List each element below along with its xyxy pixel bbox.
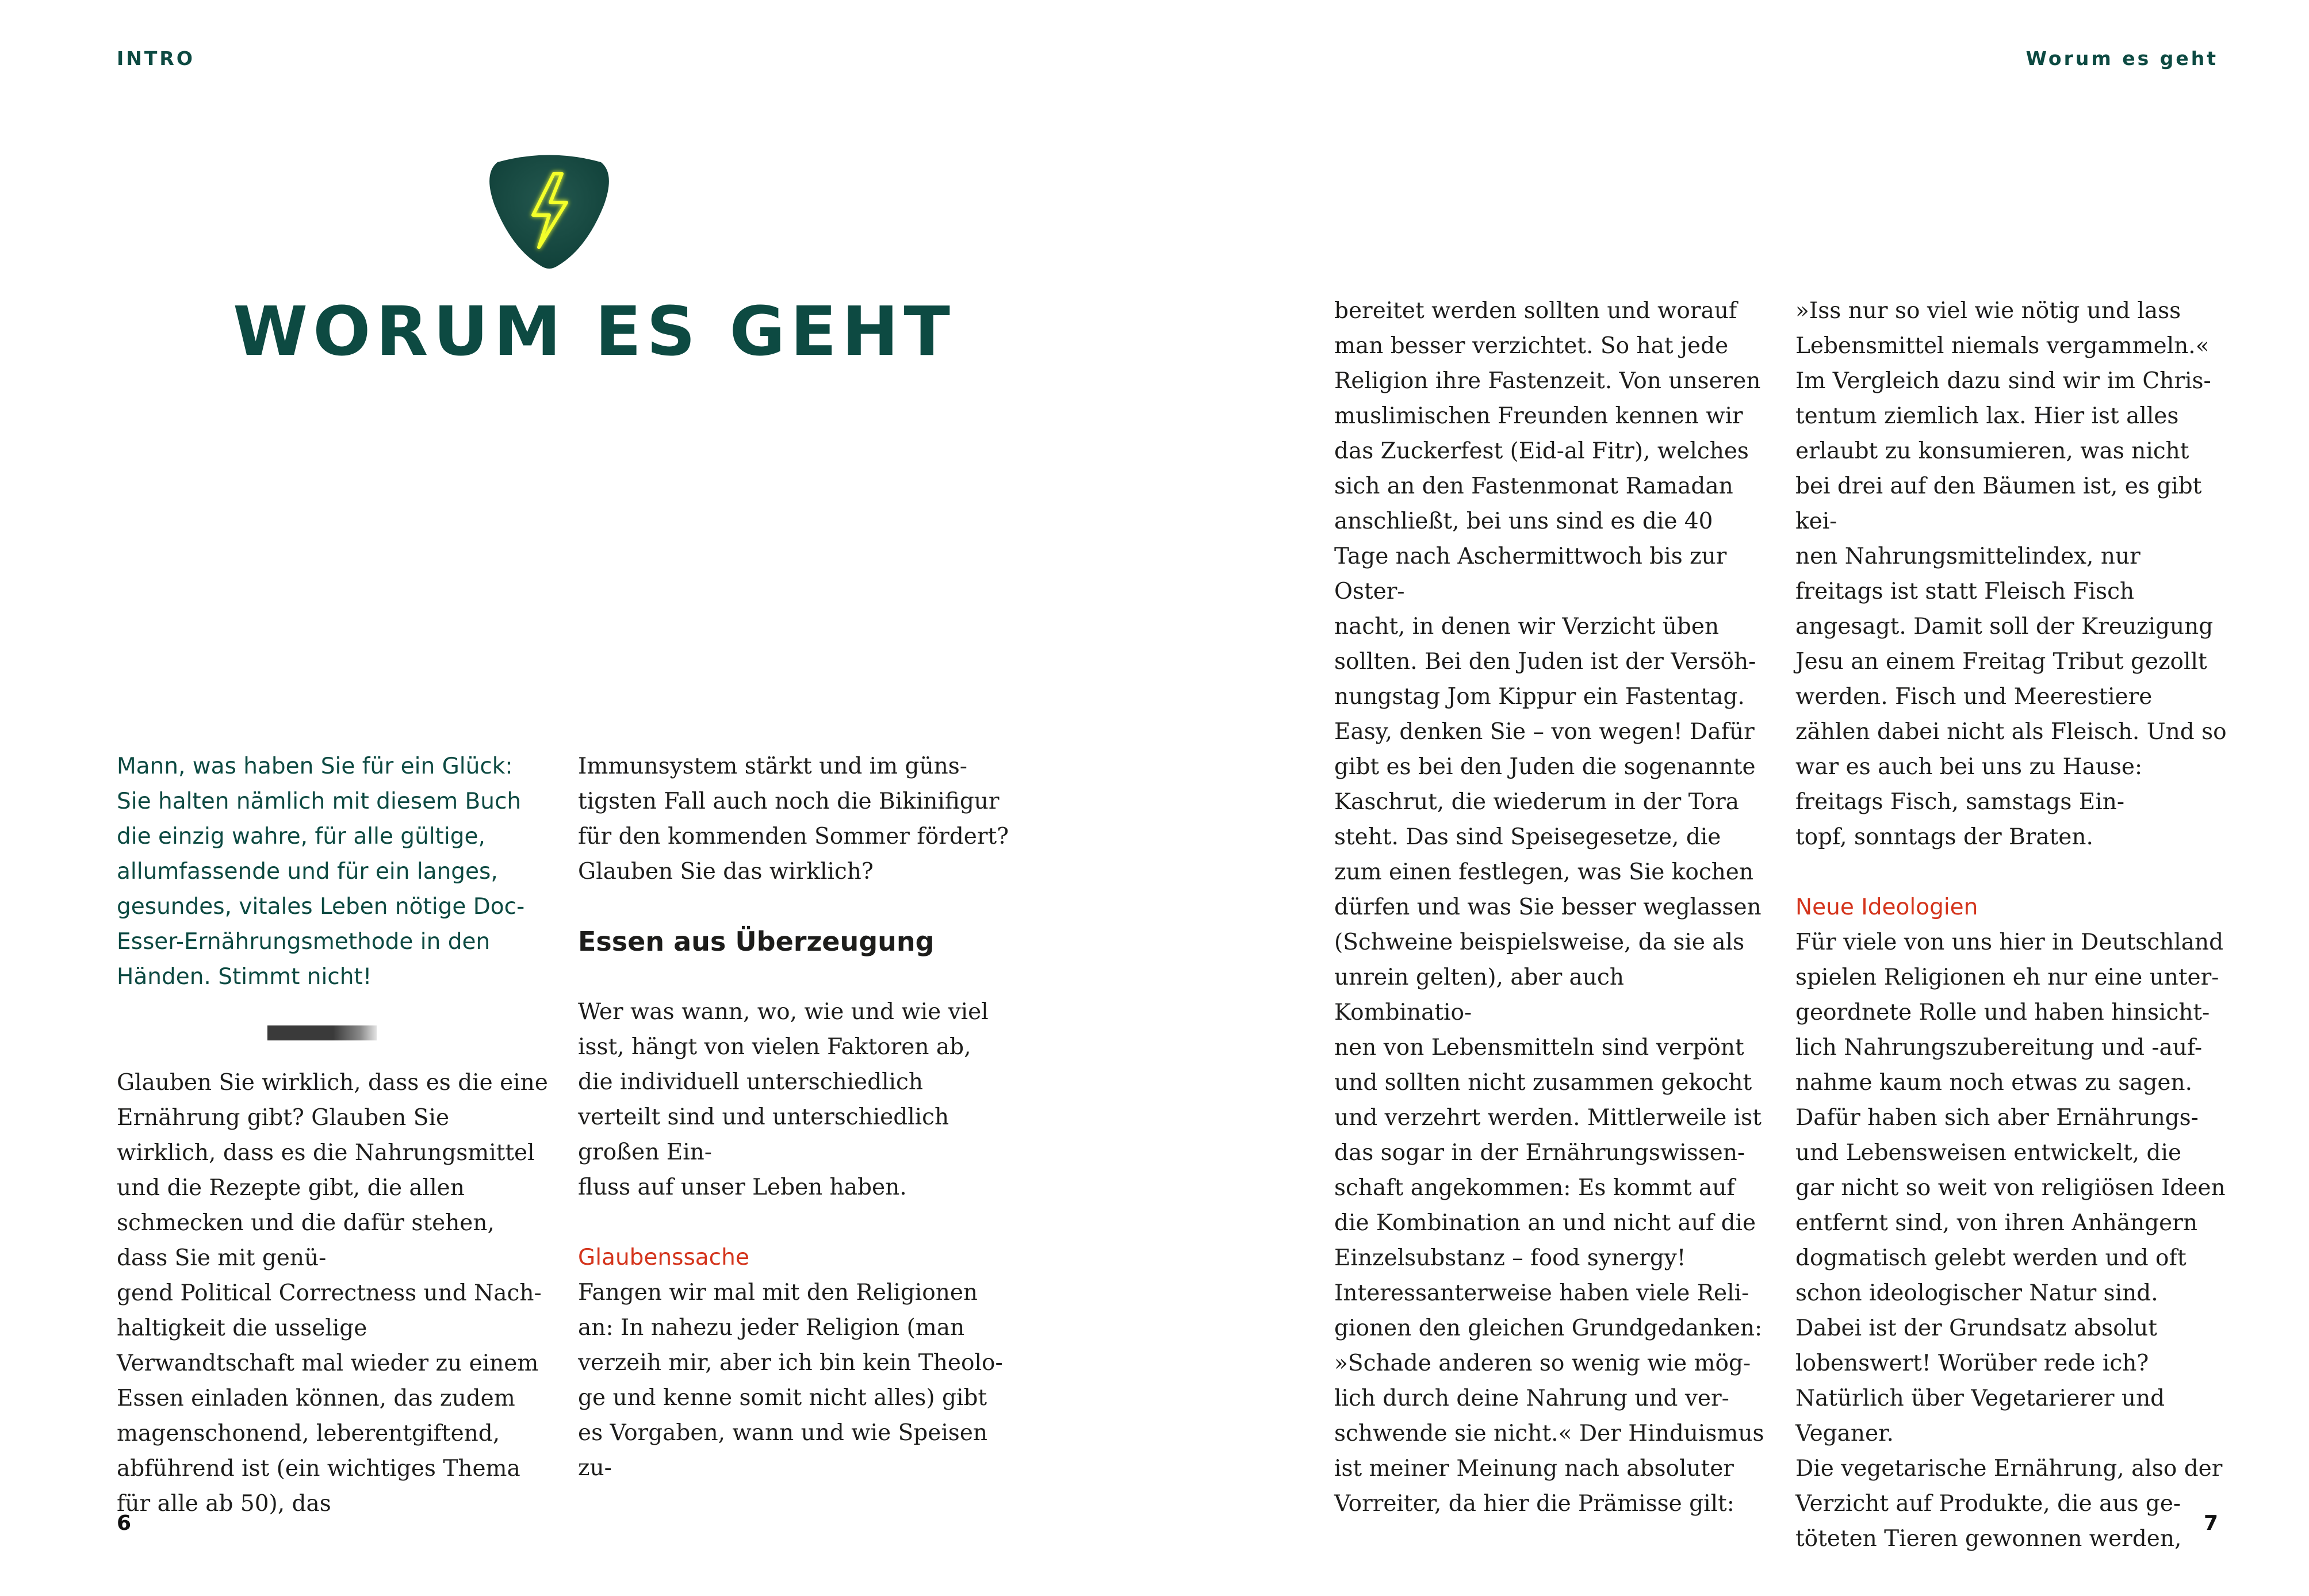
- subsection-heading: Neue Ideologien: [1795, 894, 1978, 920]
- section-heading: Essen aus Überzeugung: [578, 926, 935, 957]
- body-paragraph: Für viele von uns hier in Deutschland spielen Religionen eh nur eine unter- geordnete Rolle und haben hinsicht- lich Nahrungszubereitung und -auf- nahme kaum noch etwas zu sagen. Dafür haben sich aber Ernährungs- und Lebensweisen entwickelt, die gar nicht so weit von religiösen Ideen entfernt sind, von ihren Anhängern dogmatisch gelebt werden und oft schon ideologischer Natur sind. Dabei ist der Grundsatz absolut lobenswert! Worüber rede ich? Natürlich über Vegetarierer und Veganer.: [1795, 929, 2226, 1446]
- section-divider: [267, 1025, 377, 1040]
- body-paragraph: Glauben Sie wirklich, dass es die eine Ernährung gibt? Glauben Sie wirklich, dass es die Nahrungsmittel und die Rezepte gibt, die allen schmecken und die dafür stehen, dass Sie mit genü- gend Political Correctness und Nach- haltigkeit die usselige Verwandtschaft mal wieder zu einem Essen einladen können, das zudem magenschonend, leberentgiftend, abführend ist (ein wichtiges Thema für alle ab 50), das: [117, 1070, 548, 1517]
- running-head-right: Worum es geht: [2025, 47, 2218, 70]
- text-column-1: [117, 1065, 548, 1521]
- lightning-shield-icon: [486, 151, 612, 271]
- page-number-left: 6: [117, 1511, 132, 1535]
- body-paragraph: Die vegetarische Ernährung, also der Verzicht auf Produkte, die aus ge- töteten Tieren gewonnen werden,: [1795, 1456, 2223, 1552]
- text-column-2: [578, 749, 1009, 1486]
- running-head-left: INTRO: [117, 47, 195, 70]
- page-number-right: 7: [2203, 1511, 2218, 1535]
- text-column-3: [1334, 293, 1766, 1521]
- body-paragraph: Wer was wann, wo, wie und wie viel isst, hängt von vielen Faktoren ab, die individuell unterschiedlich verteilt sind und unterschiedlich großen Ein- fluss auf unser Leben haben.: [578, 999, 989, 1200]
- body-paragraph: Fangen wir mal mit den Religionen an: In nahezu jeder Religion (man verzeih mir, aber ich bin kein Theolo- ge und kenne somit nicht alles) gibt es Vorgaben, wann und wie Speisen zu-: [578, 1280, 1003, 1481]
- subsection-heading: Glaubenssache: [578, 1245, 749, 1270]
- text-column-4: [1795, 293, 2227, 1556]
- body-paragraph: Immunsystem stärkt und im güns- tigsten Fall auch noch die Bikinifigur für den kommenden Sommer fördert? Glauben Sie das wirklich?: [578, 753, 1009, 885]
- body-paragraph: bereitet werden sollten und worauf man besser verzichtet. So hat jede Religion ihre Fastenzeit. Von unseren muslimischen Freunden kennen wir das Zuckerfest (Eid-al Fitr), welches sich an den Fastenmonat Ramadan anschließt, bei uns sind es die 40 Tage nach Aschermittwoch bis zur Oster- nacht, in denen wir Verzicht üben sollten. Bei den Juden ist der Versöh- nungstag Jom Kippur ein Fastentag. Easy, denken Sie – von wegen! Dafür gibt es bei den Juden die sogenannte Kaschrut, die wiederum in der Tora steht. Das sind Speisegesetze, die zum einen festlegen, was Sie kochen dürfen und was Sie besser weglassen (Schweine beispielsweise, da sie als unrein gelten), aber auch Kombinatio- nen von Lebensmitteln sind verpönt und sollten nicht zusammen gekocht und verzehrt werden. Mittlerweile ist das sogar in der Ernährungswissen- schaft angekommen: Es kommt auf die Kombination an und nicht auf die Einzelsubstanz – food synergy! Interessanterweise haben viele Reli- gionen den gleichen Grundgedanken: »Schade anderen so wenig wie mög- lich durch deine Nahrung und ver- schwende sie nicht.« Der Hinduismus ist meiner Meinung nach absoluter Vorreiter, da hier die Prämisse gilt:: [1334, 298, 1764, 1517]
- body-paragraph: »Iss nur so viel wie nötig und lass Lebensmittel niemals vergammeln.« Im Vergleich dazu sind wir im Chris- tentum ziemlich lax. Hier ist alles erlaubt zu konsumieren, was nicht bei drei auf den Bäumen ist, es gibt kei- nen Nahrungsmittelindex, nur freitags ist statt Fleisch Fisch angesagt. Damit soll der Kreuzigung Jesu an einem Freitag Tribut gezollt werden. Fisch und Meerestiere zählen dabei nicht als Fleisch. Und so war es auch bei uns zu Hause: freitags Fisch, samstags Ein- topf, sonntags der Braten.: [1795, 298, 2227, 850]
- chapter-title: WORUM ES GEHT: [233, 292, 956, 371]
- intro-text: Mann, was haben Sie für ein Glück: Sie halten nämlich mit diesem Buch die einzig wahre, für alle gültige, allumfassende und für ein langes, gesundes, vitales Leben nötige Doc-Esser-Ernährungsmethode in den Händen. Stimmt nicht!: [117, 753, 525, 990]
